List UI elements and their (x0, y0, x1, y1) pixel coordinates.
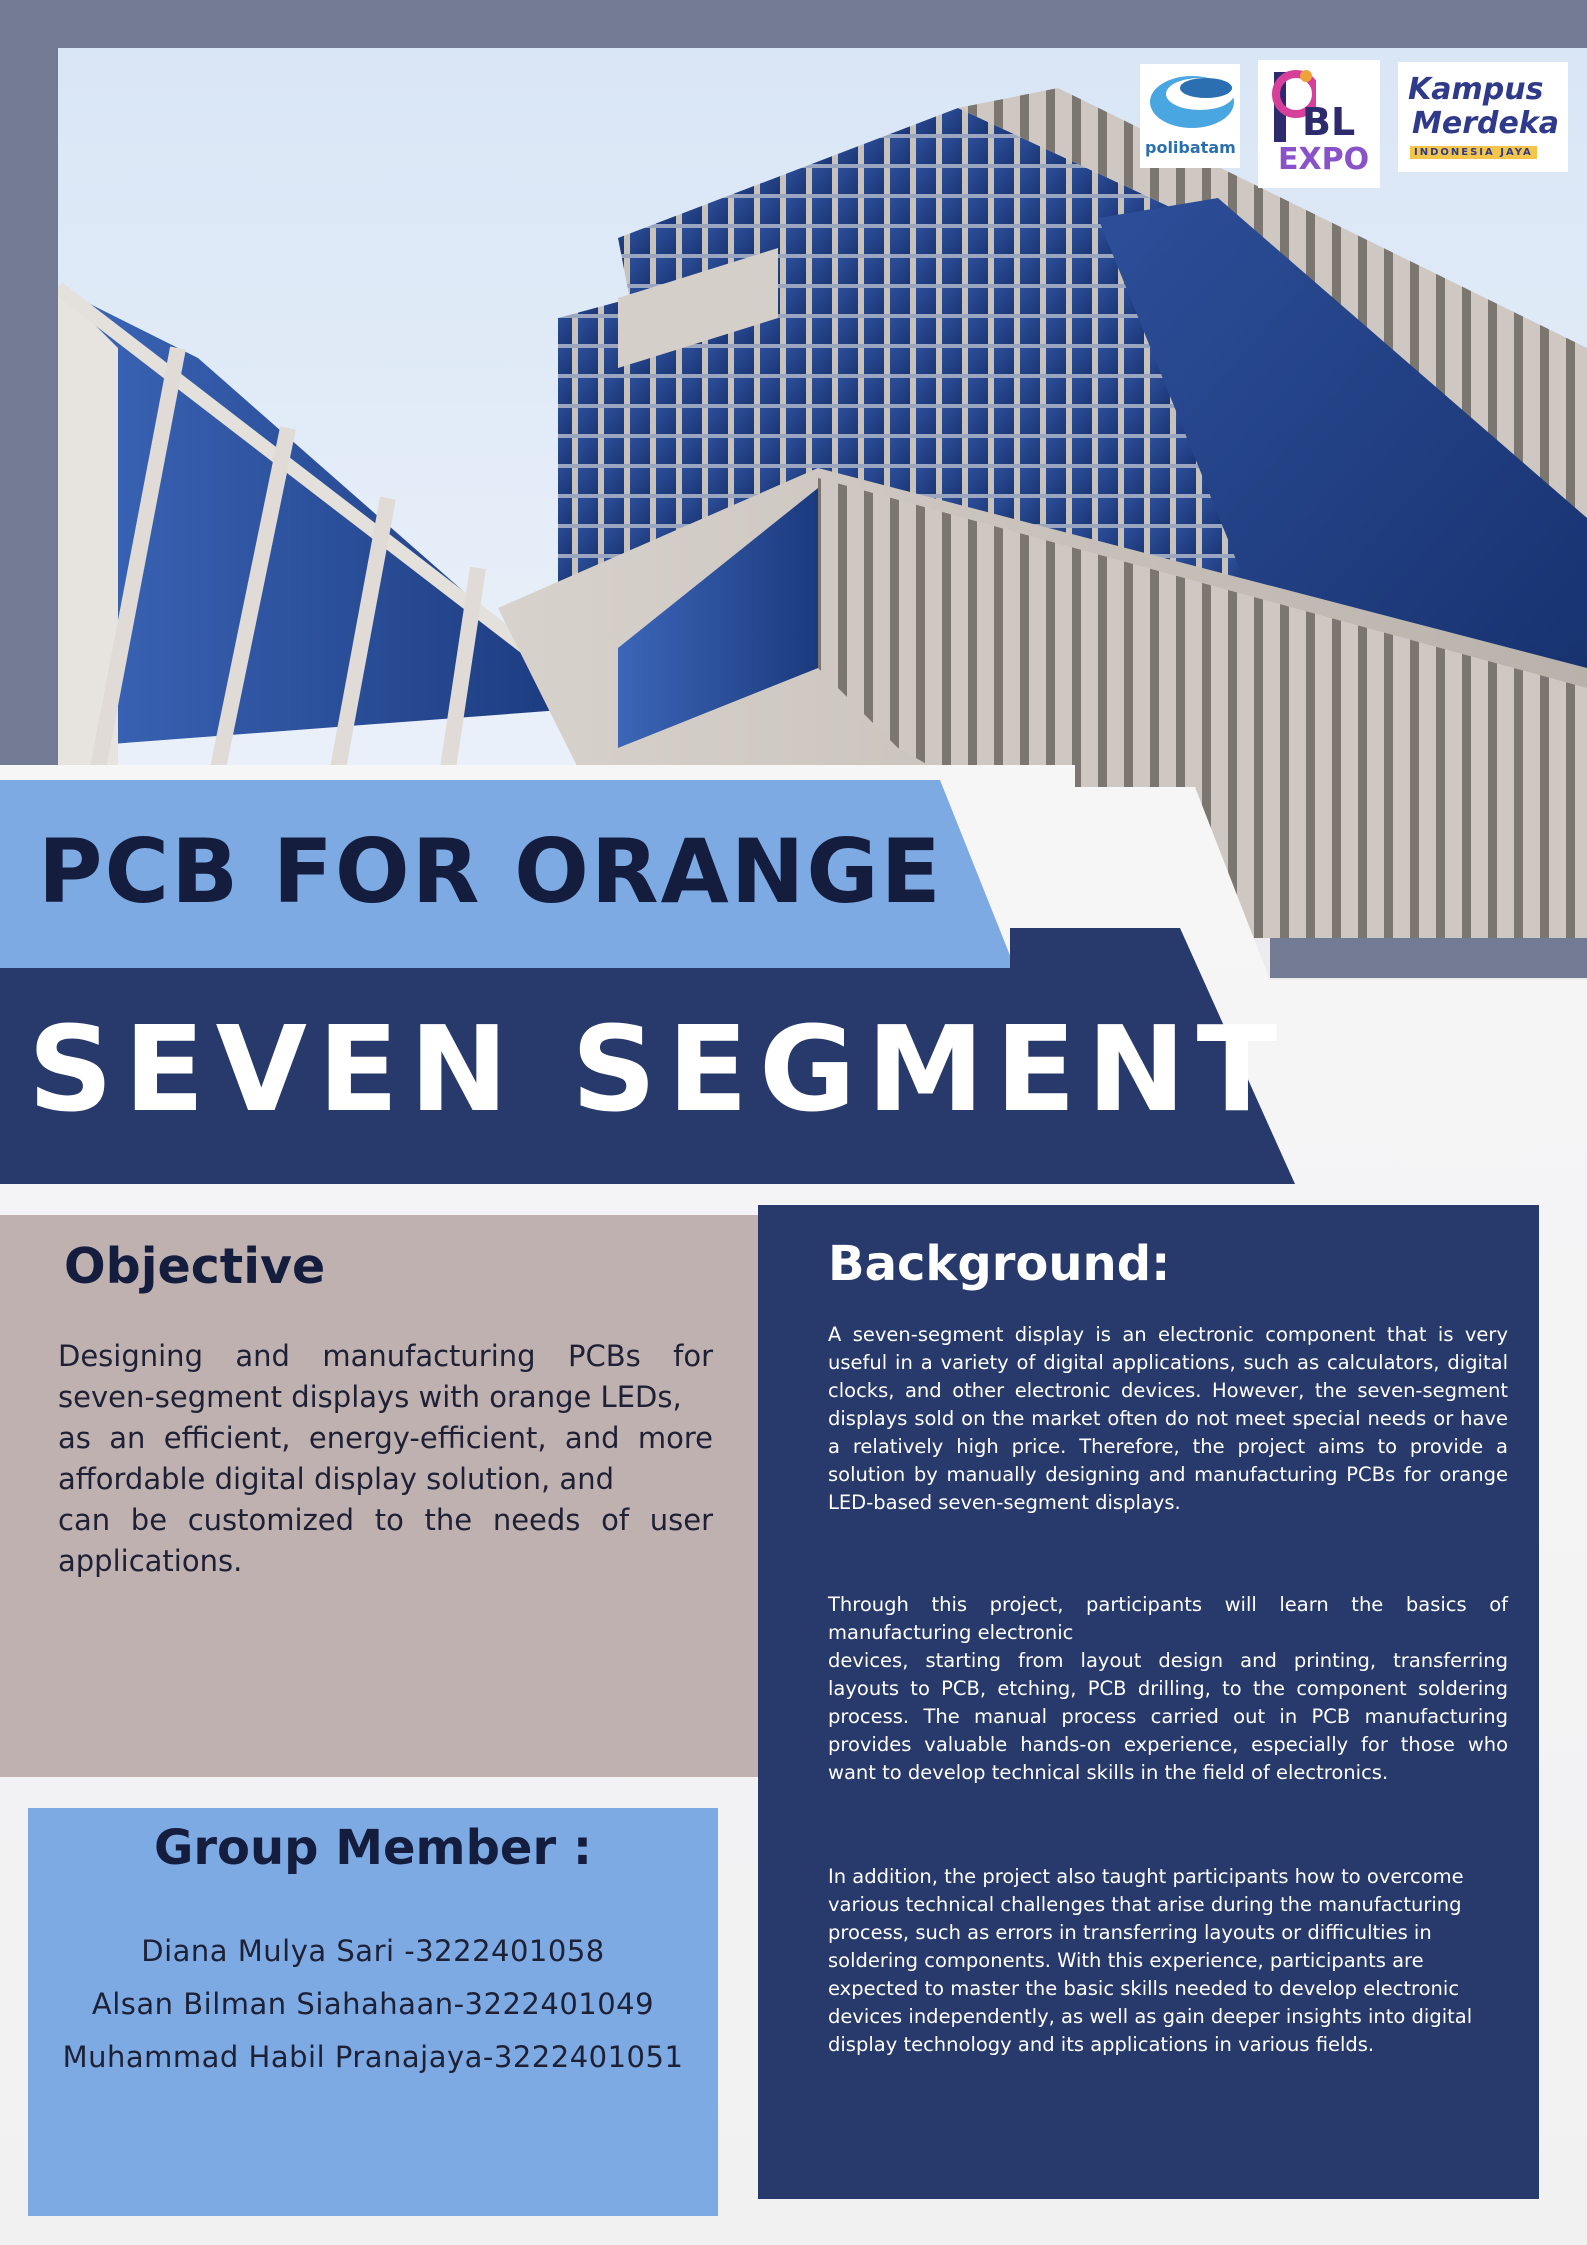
polibatam-swoosh-icon (1140, 64, 1240, 134)
group-member-heading: Group Member : (153, 1820, 593, 1876)
member-item: Diana Mulya Sari -3222401058 (141, 1934, 605, 1968)
member-item: Muhammad Habil Pranajaya-3222401051 (62, 2040, 684, 2074)
pbl-wordmark: BL (1302, 100, 1356, 144)
background-text-line: A seven-segment display is an electronic component that is very useful in a variety of digital applications, such as calculators, digital clocks, and other electronic devices. However, the seven-segment displays sold on the market often do not meet special needs or have a relatively high price. Therefore, the project aims to provide a solution by manually designing and manufacturing PCBs for orange LED-based seven-segment displays. (828, 1323, 1508, 1514)
objective-line: can be customized to the needs of user applications. (58, 1503, 713, 1578)
expo-wordmark: EXPO (1278, 142, 1370, 177)
merdeka-wordmark: Merdeka (1412, 106, 1560, 141)
indonesia-jaya-tagline: INDONESIA JAYA (1410, 146, 1537, 159)
background-text-line: In addition, the project also taught participants how to overcome various technical challenges that arise during the manufacturing process, such as errors in transferring layouts or difficulties in soldering components. With this experience, participants are expected to master the basic skills needed to develop electronic devices independently, as well as gain deeper insights into digital display technology and its applications in various fields. (828, 1865, 1473, 2056)
frame-top-bar (0, 0, 1587, 48)
objective-line: as an efficient, energy-efficient, and more affordable digital display solution, and (58, 1421, 713, 1496)
objective-text (58, 1336, 713, 1582)
title-line-2: SEVEN SEGMENT (28, 1000, 1289, 1138)
title-line-1: PCB FOR ORANGE (38, 820, 943, 923)
background-paragraph-3 (828, 1863, 1508, 2059)
objective-heading: Objective (64, 1238, 326, 1295)
objective-line: Designing and manufacturing PCBs for seven-segment displays with orange LEDs, (58, 1339, 713, 1414)
member-list (28, 1925, 718, 2084)
polibatam-wordmark: polibatam (1145, 138, 1236, 157)
background-paragraph-1 (828, 1321, 1508, 1517)
kampus-wordmark: Kampus (1408, 72, 1544, 107)
pbl-expo-logo (1258, 60, 1380, 188)
polibatam-logo (1140, 64, 1240, 168)
background-text-line: Through this project, participants will learn the basics of manufacturing electronic (828, 1593, 1508, 1644)
background-paragraph-2 (828, 1591, 1508, 1787)
frame-left-bar (0, 0, 58, 770)
background-heading: Background: (828, 1236, 1171, 1292)
background-text-line: devices, starting from layout design and printing, transferring layouts to PCB, etching, PCB drilling, to the component soldering process. The manual process carried out in PCB manufacturing provides valuable hands-on experience, especially for those who want to develop technical skills in the field of electronics. (828, 1649, 1508, 1784)
kampus-merdeka-logo (1398, 62, 1568, 172)
member-item: Alsan Bilman Siahahaan-3222401049 (91, 1987, 655, 2021)
